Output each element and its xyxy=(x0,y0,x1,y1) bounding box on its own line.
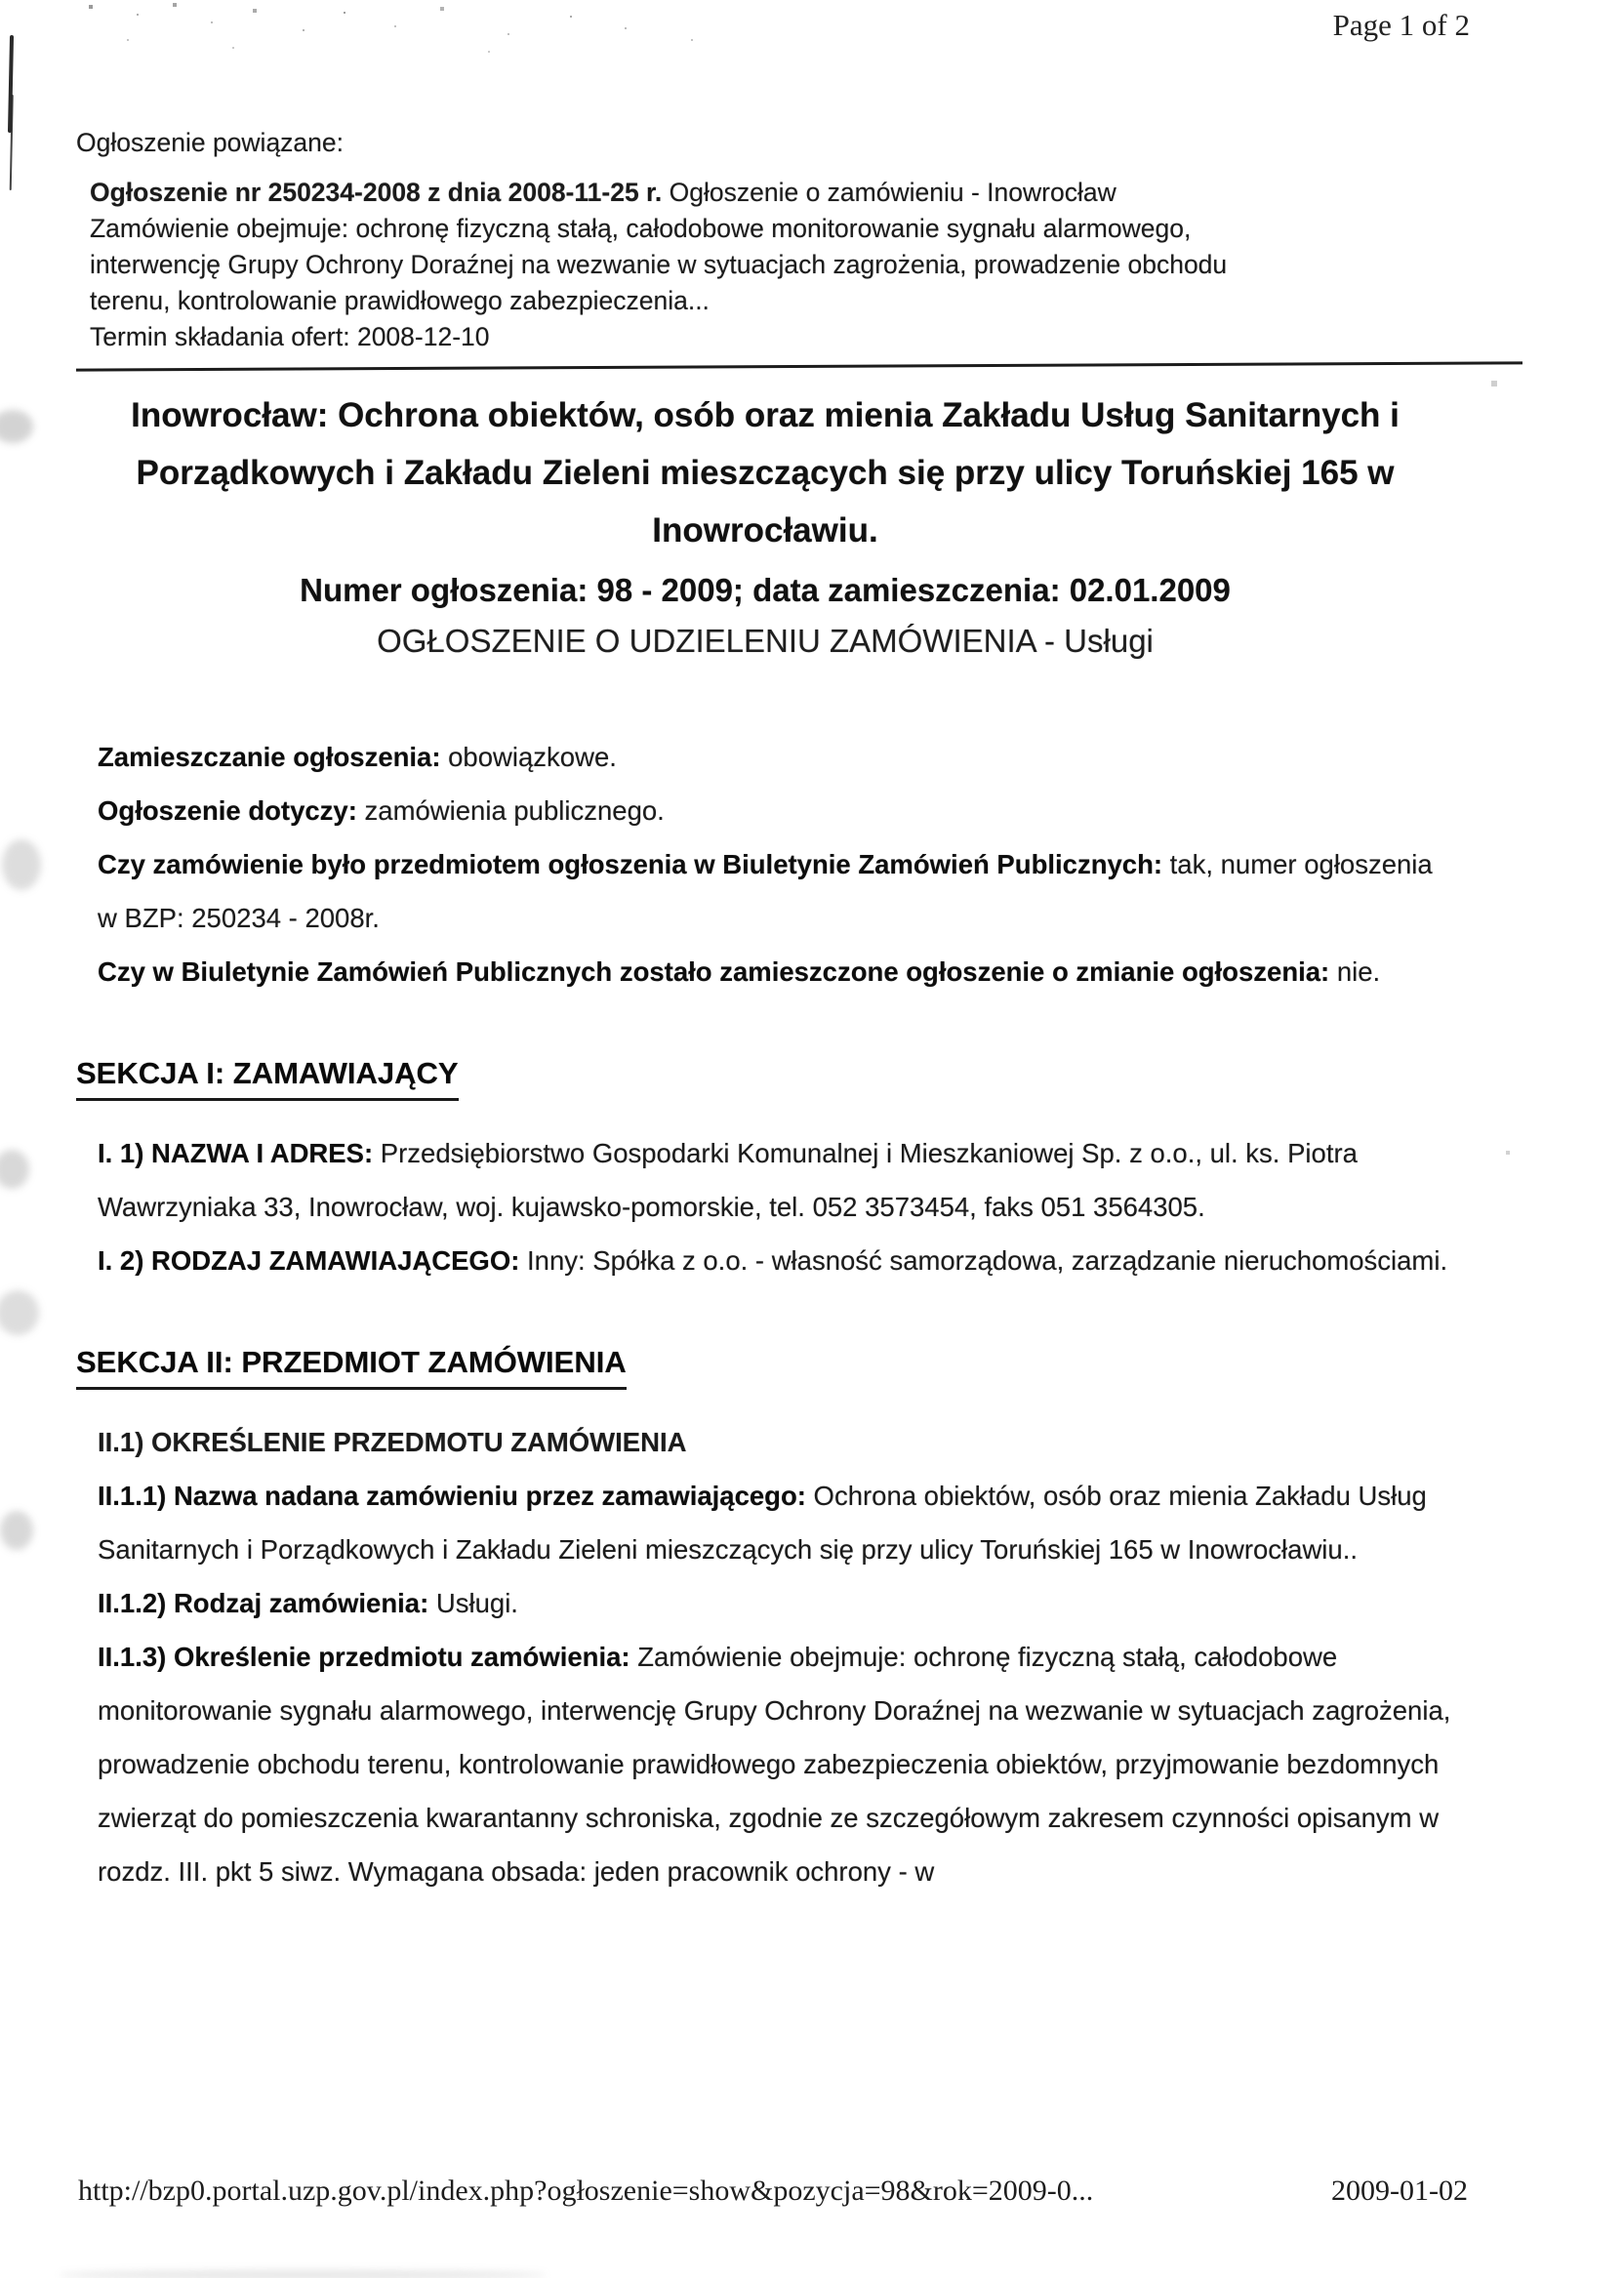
announcement-type-line: OGŁOSZENIE O UDZIELENIU ZAMÓWIENIA - Usługi xyxy=(377,623,1154,659)
meta-value: tak, numer ogłoszenia w BZP: 250234 - 2008r. xyxy=(98,849,1433,933)
footer-date: 2009-01-02 xyxy=(1331,2175,1468,2207)
scan-artifact-line xyxy=(8,35,14,133)
footer-url: http://bzp0.portal.uzp.gov.pl/index.php?ogłoszenie=show&pozycja=98&rok=2009-0... xyxy=(78,2175,1094,2207)
section-1-item-rodzaj xyxy=(98,1234,1452,1287)
scan-smudge xyxy=(0,1150,29,1189)
meta-label: Ogłoszenie dotyczy: xyxy=(98,795,357,826)
section-2-item-okreslenie xyxy=(98,1630,1452,1898)
meta-label: Zamieszczanie ogłoszenia: xyxy=(98,742,441,772)
section-2-item-rodzaj xyxy=(98,1576,1452,1630)
meta-paragraph-dotyczy xyxy=(98,784,1452,837)
related-link-suffix: Ogłoszenie o zamówieniu - Inowrocław xyxy=(662,178,1116,207)
item-label: II.1.3) Określenie przedmiotu zamówienia: xyxy=(98,1642,630,1672)
item-value: Inny: Spółka z o.o. - własność samorządowa, zarządzanie nieruchomościami. xyxy=(519,1245,1448,1276)
page-indicator: Page 1 of 2 xyxy=(1332,8,1470,42)
item-value: Przedsiębiorstwo Gospodarki Komunalnej i Mieszkaniowej Sp. z o.o., ul. ks. Piotra Wawrzyniaka 33, Inowrocław, woj. kujawsko-pomorskie, tel. 052 3573454, faks 051 3564305. xyxy=(98,1138,1358,1222)
related-description: Zamówienie obejmuje: ochronę fizyczną stałą, całodobowe monitorowanie sygnału alarmowego, interwencję Grupy Ochrony Doraźnej na wezwanie w sytuacjach zagrożenia, prowadzenie obchodu terenu, kontrolowanie prawidłowego zabezpieczenia... xyxy=(90,214,1228,315)
meta-paragraph-zmiana xyxy=(98,945,1452,998)
print-footer xyxy=(78,2175,1468,2208)
scan-smudge xyxy=(0,1290,39,1335)
section-2-item-nazwa xyxy=(98,1469,1452,1576)
meta-value: zamówienia publicznego. xyxy=(356,795,665,826)
meta-paragraph-zamieszczanie xyxy=(98,730,1452,784)
scan-noise-speckles xyxy=(0,0,2,2)
meta-value: nie. xyxy=(1329,956,1381,987)
item-value: Zamówienie obejmuje: ochronę fizyczną stałą, całodobowe monitorowanie sygnału alarmowego, interwencję Grupy Ochrony Doraźnej na wezwanie w sytuacjach zagrożenia, prowadzenie obchodu terenu, kontrolowanie prawidłowego zabezpieczenia obiektów, przyjmowanie bezdomnych zwierząt do pomieszczenia kwarantanny schroniska, zgodnie ze szczegółowym zakresem czynności opisanym w rozdz. III. pkt 5 siwz. Wymagana obsada: jeden pracownik ochrony - w xyxy=(98,1642,1451,1887)
item-value: Ochrona obiektów, osób oraz mienia Zakładu Usług Sanitarnych i Porządkowych i Zakładu Zieleni mieszczących się przy ulicy Toruńskiej 165 w Inowrocławiu.. xyxy=(98,1481,1427,1565)
section-2-subheading: II.1) OKREŚLENIE PRZEDMOTU ZAMÓWIENIA xyxy=(98,1427,687,1457)
item-label: II.1.1) Nazwa nadana zamówieniu przez zamawiającego: xyxy=(98,1481,806,1511)
scan-smudge xyxy=(2,839,41,890)
meta-label: Czy zamówienie było przedmiotem ogłoszenia w Biuletynie Zamówień Publicznych: xyxy=(98,849,1163,879)
section-2-heading: SEKCJA II: PRZEDMIOT ZAMÓWIENIA xyxy=(76,1338,627,1390)
divider-rule xyxy=(76,361,1522,371)
item-label: II.1.2) Rodzaj zamówienia: xyxy=(98,1588,429,1618)
item-label: I. 1) NAZWA I ADRES: xyxy=(98,1138,374,1168)
scan-smudge xyxy=(59,2270,547,2278)
related-label: Ogłoszenie powiązane: xyxy=(76,128,345,157)
item-value: Usługi. xyxy=(428,1588,518,1618)
meta-value: obowiązkowe. xyxy=(440,742,617,772)
title-block xyxy=(86,386,1444,667)
announcement-title: Inowrocław: Ochrona obiektów, osób oraz mienia Zakładu Usług Sanitarnych i Porządkowych i Zakładu Zieleni mieszczących się przy ulicy Toruńskiej 165 w Inowrocławiu. xyxy=(131,396,1400,549)
section-1-heading: SEKCJA I: ZAMAWIAJĄCY xyxy=(76,1049,459,1101)
related-link-line xyxy=(90,175,1315,211)
item-label: I. 2) RODZAJ ZAMAWIAJĄCEGO: xyxy=(98,1245,520,1276)
meta-paragraph-bzp xyxy=(98,837,1452,945)
announcement-number-line: Numer ogłoszenia: 98 - 2009; data zamieszczenia: 02.01.2009 xyxy=(300,572,1231,608)
scan-smudge xyxy=(0,410,33,443)
meta-label: Czy w Biuletynie Zamówień Publicznych zostało zamieszczone ogłoszenie o zmianie ogłoszenia: xyxy=(98,956,1330,987)
related-deadline: Termin składania ofert: 2008-12-10 xyxy=(90,322,490,351)
section-1-item-nazwa-adres xyxy=(98,1126,1452,1234)
related-announcement-link: Ogłoszenie nr 250234-2008 z dnia 2008-11-25 r. xyxy=(90,178,663,207)
document-body xyxy=(76,730,1452,1898)
related-announcement-section xyxy=(76,125,1442,355)
scan-smudge xyxy=(0,1511,33,1550)
